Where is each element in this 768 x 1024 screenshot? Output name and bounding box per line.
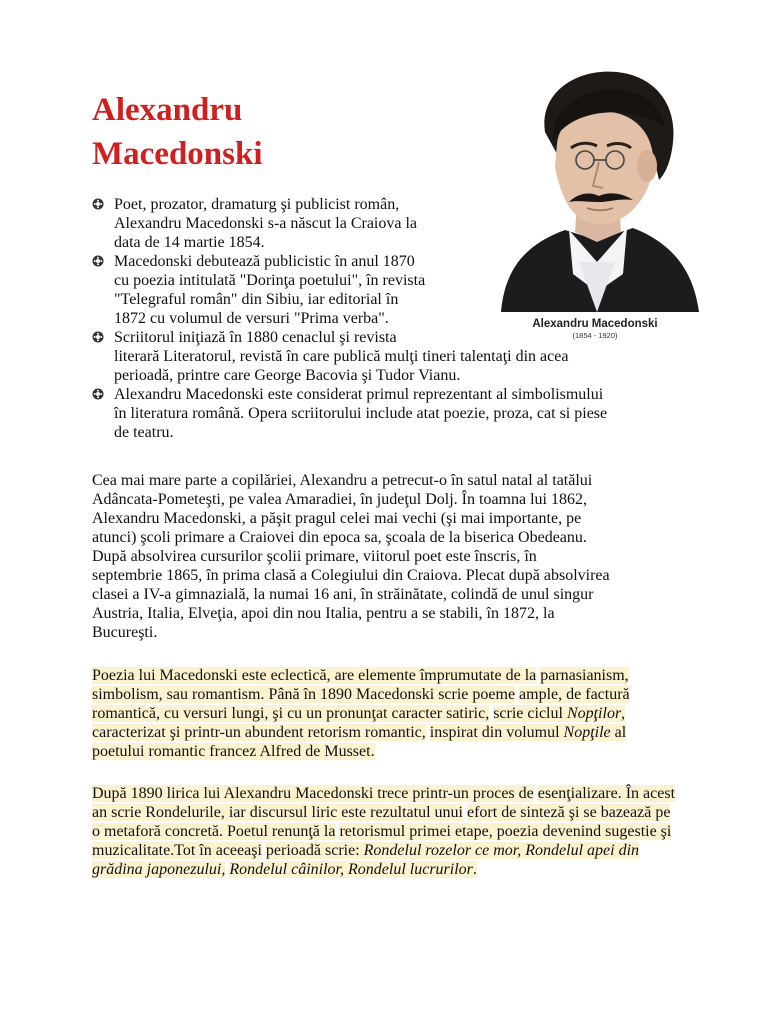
- bullet-line: în literatura română. Opera scriitorului include atat poezie, proza, cat si piese: [114, 405, 608, 422]
- highlighted-line: retorismul primei etape, poezia devenind sugestie şi muzicalitate.Tot în aceeaşi: [92, 823, 672, 859]
- bullet-line: data de 14 martie 1854.: [114, 234, 265, 251]
- page-title: [92, 88, 392, 176]
- text-run: scrie ciclul: [493, 705, 567, 722]
- text-run: perioadă scrie:: [265, 842, 364, 859]
- flower-bullet-icon: [92, 198, 104, 210]
- italic-title: Nopţile: [563, 724, 611, 741]
- highlighted-line: esenţializare. În acest an scrie Rondelurile, iar discursul liric este rezultatul unui: [92, 785, 676, 821]
- bullet-line: Poet, prozator, dramaturg şi publicist român,: [114, 196, 400, 213]
- paragraph-line: clasei a IV-a gimnazială, la numai 16 ani, în străinătate, colindă de unul singur: [92, 586, 594, 603]
- bullet-line: literară Literatorul, revistă în care publică mulţi tineri talentaţi din acea: [114, 348, 569, 365]
- portrait-caption-years: (1854 - 1920): [572, 331, 618, 340]
- flower-bullet-icon: [92, 388, 104, 400]
- italic-title: Rondelul câinilor, Rondelul lucrurilor: [229, 861, 473, 878]
- bullet-item: [92, 328, 652, 385]
- flower-bullet-icon: [92, 255, 104, 267]
- highlighted-line: Poezia lui Macedonski este eclectică, are elemente împrumutate de la: [92, 667, 537, 684]
- paragraph-line: Alexandru Macedonski, a păşit pragul celei mai vechi (şi mai importante, pe: [92, 510, 582, 527]
- bullet-line: perioadă, printre care George Bacovia şi Tudor Vianu.: [114, 367, 461, 384]
- paragraph-line: septembrie 1865, în prima clasă a Colegiului din Craiova. Plecat după absolvirea: [92, 567, 610, 584]
- bullet-item: [92, 195, 652, 252]
- italic-title: Nopţilor: [566, 705, 622, 722]
- paragraph-line: Adâncata-Pometeşti, pe valea Amaradiei, în judeţul Dolj. În toamna lui 1862,: [92, 491, 587, 508]
- bullet-line: Alexandru Macedonski este considerat primul reprezentant al simbolismului: [114, 386, 604, 403]
- paragraph-line: Cea mai mare parte a copilăriei, Alexandru a petrecut-o în satul natal al tatălui: [92, 472, 593, 489]
- highlighted-line: După 1890 lirica lui Alexandru Macedonski trece printr-un proces de: [92, 785, 534, 802]
- text-run: , caracterizat şi printr-un abundent retorism romantic,: [92, 705, 626, 741]
- bullet-line: de teatru.: [114, 424, 174, 441]
- bullet-line: Macedonski debutează publicistic în anul 1870: [114, 253, 415, 270]
- highlighted-line: parnasianism, simbolism, sau romantism. Până în 1890 Macedonski scrie poeme: [92, 667, 629, 703]
- bullet-line: cu poezia intitulată "Dorinţa poetului", în revista: [114, 272, 426, 289]
- bullet-list: [92, 195, 652, 442]
- bullet-line: Alexandru Macedonski s-a născut la Craiova la: [114, 215, 418, 232]
- paragraph-line: Bucureşti.: [92, 624, 158, 641]
- paragraph-poetry-eclectic: [92, 666, 682, 761]
- italic-title: Rondelul rozelor ce mor, Rondelul apei din grădina japonezului,: [92, 842, 640, 878]
- highlighted-line: [229, 861, 477, 878]
- bullet-item: [92, 252, 652, 328]
- paragraph-line: După absolvirea cursurilor şcolii primare, viitorul poet este înscris, în: [92, 548, 537, 565]
- portrait-caption-name: Alexandru Macedonski: [532, 318, 658, 330]
- title-line-2: Macedonski: [92, 136, 263, 172]
- paragraph-after-1890: [92, 784, 682, 879]
- title-line-1: Alexandru: [92, 92, 243, 128]
- text-run: .: [472, 861, 477, 878]
- highlighted-line: ample, de factură romantică, cu versuri lungi, şi cu un pronunţat caracter satiric,: [92, 686, 630, 722]
- bullet-item: [92, 385, 652, 442]
- text-run: inspirat din volumul: [429, 724, 564, 741]
- highlighted-line: efort de sinteză şi se bazează pe o metaforă concretă. Poetul renunţă la: [92, 804, 671, 840]
- bullet-line: "Telegraful român" din Sibiu, iar editorial în: [114, 291, 399, 308]
- text-run: al poetului romantic francez Alfred de Musset.: [92, 724, 627, 760]
- paragraph-line: Austria, Italia, Elveţia, apoi din nou Italia, pentru a se stabili, în 1872, la: [92, 605, 555, 622]
- paragraph-childhood: [92, 471, 682, 642]
- bullet-line: Scriitorul iniţiază în 1880 cenaclul şi revista: [114, 329, 397, 346]
- paragraph-line: atunci) şcoli primare a Craiovei din epoca sa, şcoala de la biserica Obedeanu.: [92, 529, 587, 546]
- bullet-line: 1872 cu volumul de versuri "Prima verba".: [114, 310, 389, 327]
- flower-bullet-icon: [92, 331, 104, 343]
